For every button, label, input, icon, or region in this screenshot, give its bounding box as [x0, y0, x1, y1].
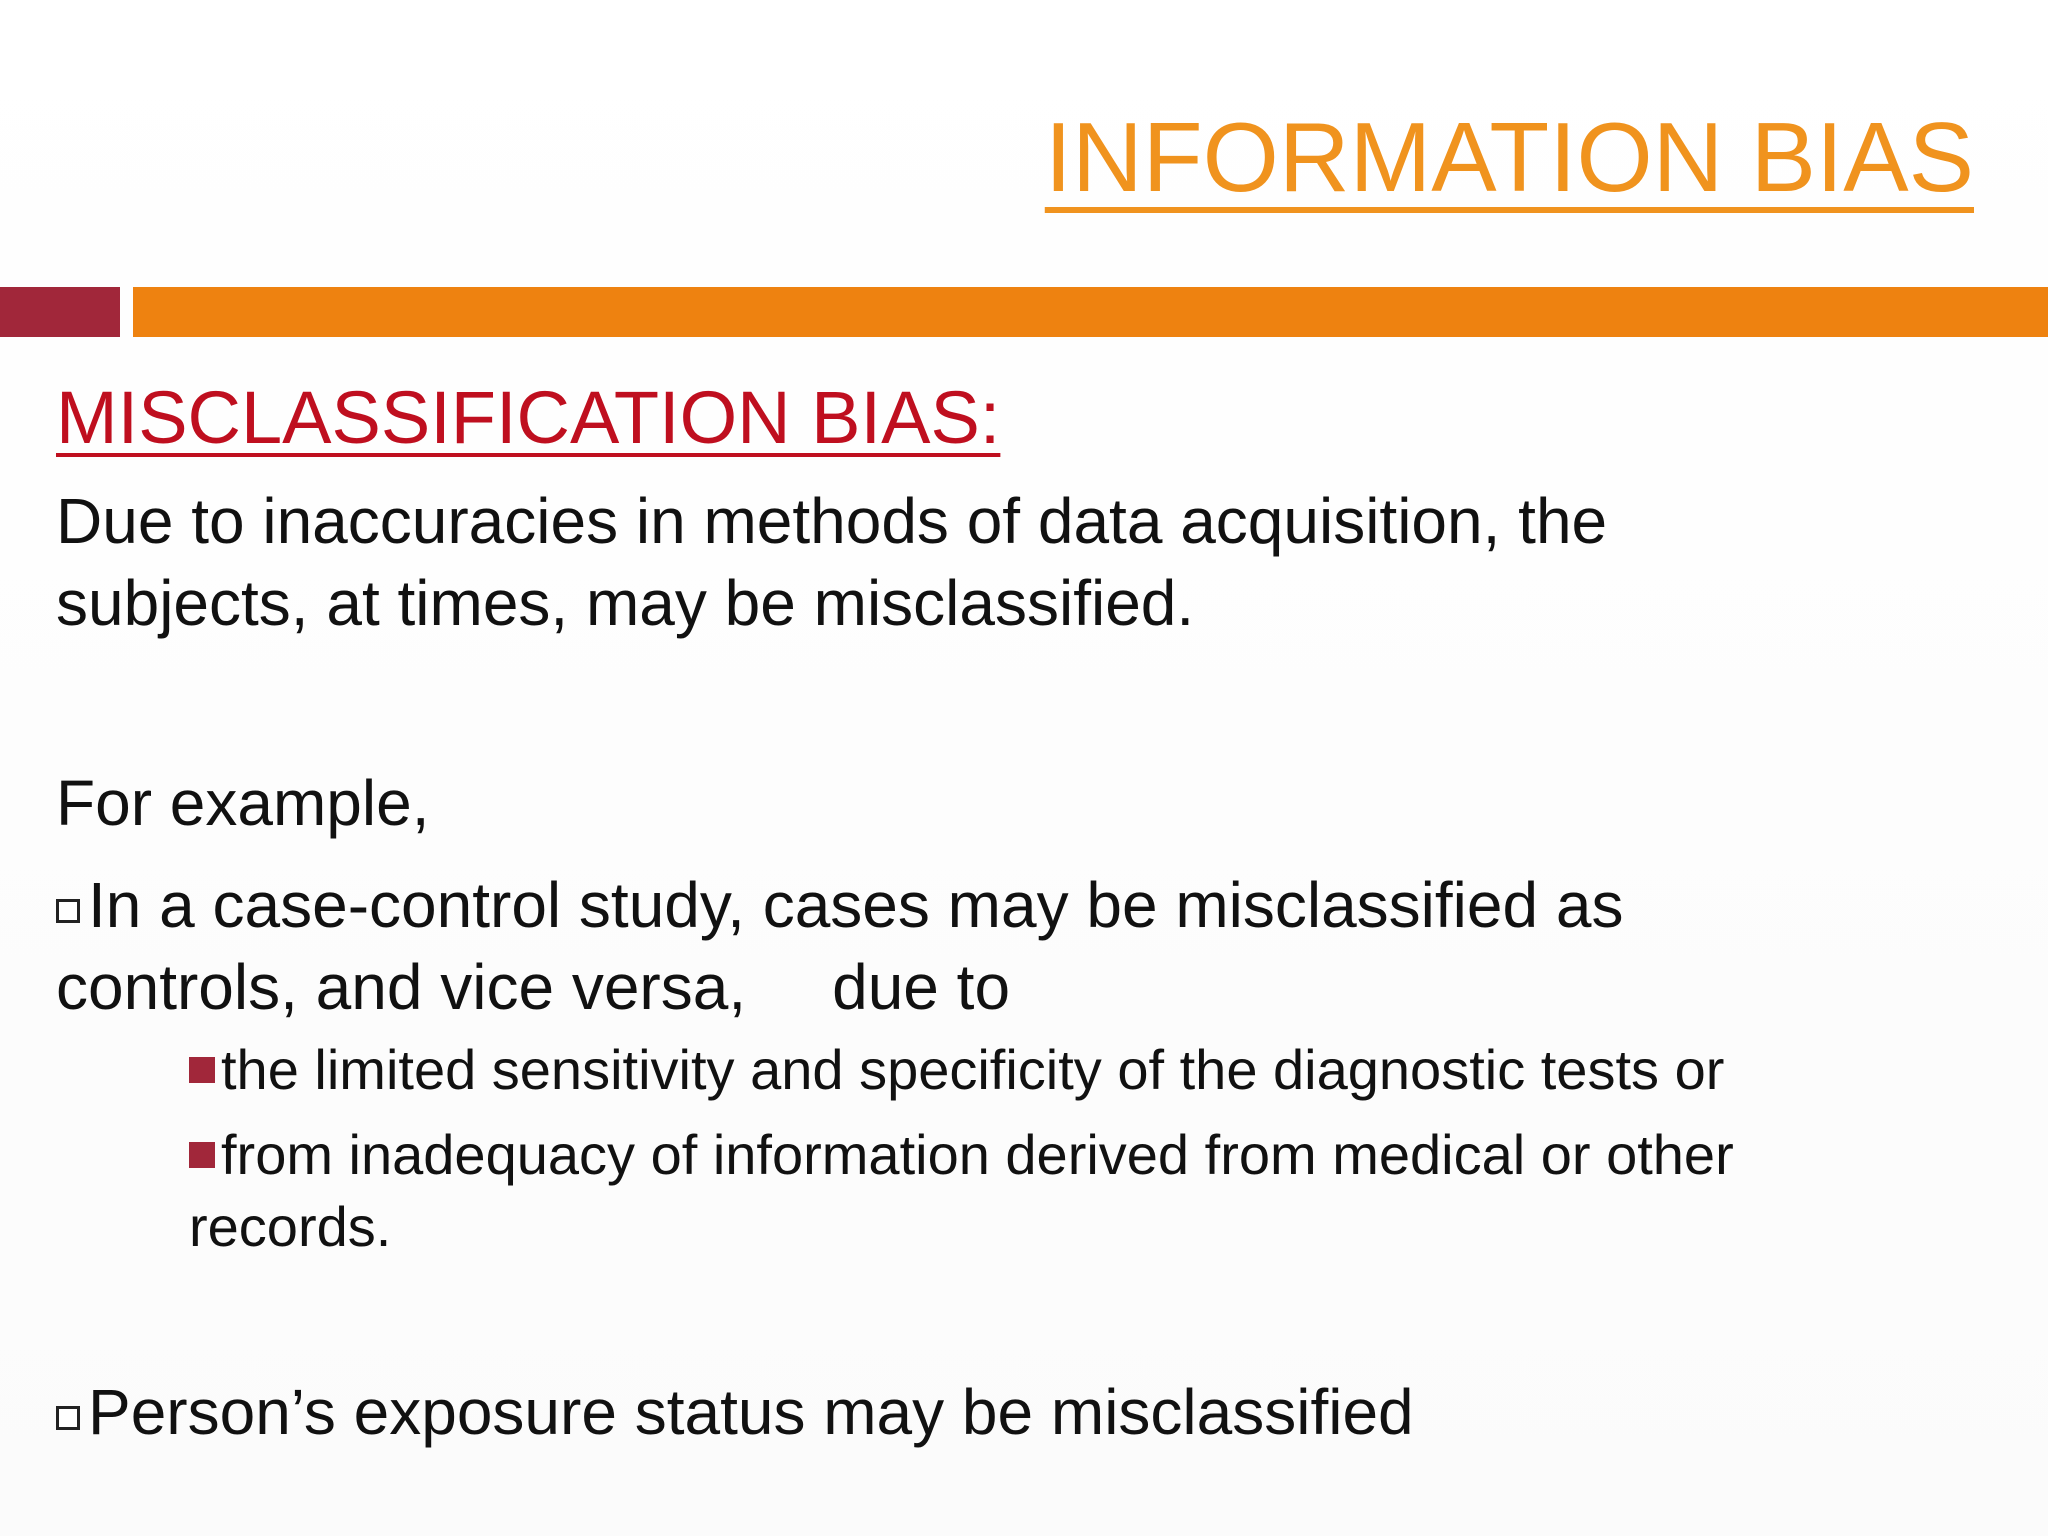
filled-square-bullet-icon [189, 1057, 215, 1083]
bullet-case-control [56, 864, 1996, 1028]
hollow-square-bullet-icon [56, 899, 80, 923]
sub-bullet-records-text-1: from inadequacy of information derived from medical or other [221, 1123, 1734, 1187]
sub-bullet-records-line-1 [189, 1119, 1996, 1191]
accent-bar-orange [133, 287, 2048, 337]
bullet-exposure-text: Person’s exposure status may be misclassified [88, 1376, 1414, 1449]
sub-bullet-sensitivity-text: the limited sensitivity and specificity of the diagnostic tests or [221, 1038, 1725, 1102]
intro-paragraph [56, 480, 1996, 644]
bullet-case-control-line-1 [56, 864, 1996, 946]
bullet-exposure [56, 1371, 1996, 1453]
example-label: For example, [56, 767, 430, 840]
section-heading: MISCLASSIFICATION BIAS: [56, 376, 1001, 459]
intro-line-2: subjects, at times, may be misclassified. [56, 567, 1195, 640]
bullet-case-control-text-2a: controls, and vice versa, [56, 951, 747, 1024]
sub-bullet-sensitivity [189, 1034, 1996, 1106]
slide-title: INFORMATION BIAS [1044, 102, 1974, 212]
bullet-case-control-text-2b: due to [832, 951, 1011, 1024]
sub-bullet-records-line-2: records. [189, 1195, 392, 1259]
intro-line-1: Due to inaccuracies in methods of data acquisition, the [56, 485, 1608, 558]
hollow-square-bullet-icon [56, 1406, 80, 1430]
bullet-case-control-line-2 [56, 946, 1996, 1028]
accent-bar-red [0, 287, 120, 337]
slide-body [56, 368, 1996, 1453]
filled-square-bullet-icon [189, 1142, 215, 1168]
sub-bullet-records [189, 1119, 1996, 1263]
bullet-case-control-text-1: In a case-control study, cases may be misclassified as [88, 869, 1624, 942]
